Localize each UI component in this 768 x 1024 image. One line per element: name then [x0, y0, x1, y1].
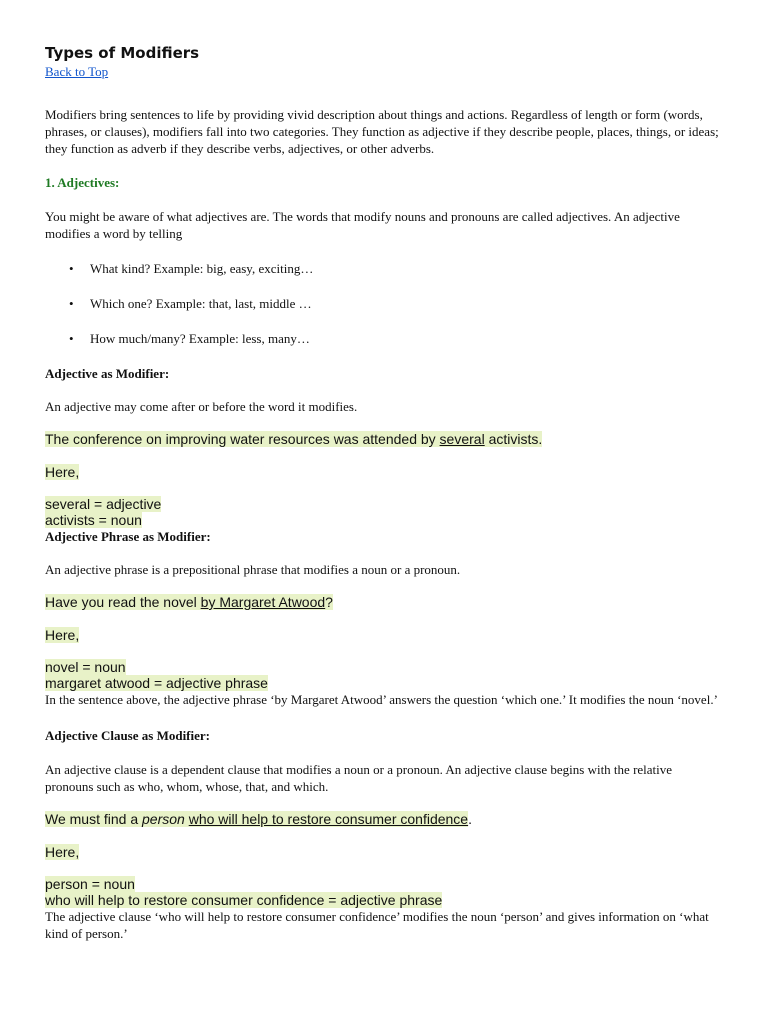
- italic-noun: person: [142, 811, 185, 827]
- here-label: Here,: [45, 464, 80, 480]
- subheading-adjective-phrase: Adjective Phrase as Modifier:: [45, 529, 211, 544]
- adjective-phrase-desc: An adjective phrase is a prepositional phrase that modifies a noun or a pronoun.: [45, 562, 461, 577]
- page-title: Types of Modifiers: [45, 44, 200, 62]
- analysis-line: margaret atwood = adjective phrase: [45, 675, 268, 691]
- list-item: • How much/many? Example: less, many…: [90, 330, 723, 347]
- adjectives-intro: You might be aware of what adjectives are. The words that modify nouns and pronouns are called adjectives. An adjective modifies a word by telling: [45, 209, 680, 241]
- section-heading-adjectives: 1. Adjectives:: [45, 175, 120, 190]
- adjective-clause-desc: An adjective clause is a dependent clause that modifies a noun or a pronoun. An adjective clause begins with the relative pronouns such as who, whom, whose, that, and which.: [45, 762, 673, 794]
- adjective-modifier-desc: An adjective may come after or before the word it modifies.: [45, 399, 358, 414]
- underlined-modifier: several: [439, 431, 485, 447]
- back-to-top-link[interactable]: Back to Top: [45, 64, 109, 79]
- adjective-clause-explanation: The adjective clause ‘who will help to restore consumer confidence’ modifies the noun ‘person’ and gives information on ‘what kind of person.’: [45, 909, 709, 941]
- adjective-phrase-explanation: In the sentence above, the adjective phrase ‘by Margaret Atwood’ answers the question ‘which one.’ It modifies the noun ‘novel.’: [45, 692, 718, 707]
- example-sentence: The conference on improving water resources was attended by several activists.: [45, 431, 543, 447]
- analysis-line: activists = noun: [45, 512, 142, 528]
- example-sentence: We must find a person who will help to restore consumer confidence.: [45, 811, 472, 827]
- subheading-adjective-modifier: Adjective as Modifier:: [45, 366, 170, 381]
- adjective-questions-list: [45, 260, 723, 347]
- example-sentence: Have you read the novel by Margaret Atwood?: [45, 594, 333, 610]
- subheading-adjective-clause: Adjective Clause as Modifier:: [45, 728, 210, 743]
- list-item: • Which one? Example: that, last, middle …: [90, 295, 723, 312]
- intro-paragraph: Modifiers bring sentences to life by providing vivid description about things and actions. Regardless of length or form (words, phrases, or clauses), modifiers fall into two categories. They function as adjective if they describe people, places, things, or ideas; they function as adverb if they describe verbs, adjectives, or other adverbs.: [45, 107, 719, 156]
- analysis-line: novel = noun: [45, 659, 126, 675]
- analysis-line: several = adjective: [45, 496, 162, 512]
- list-item: • What kind? Example: big, easy, exciting…: [90, 260, 723, 277]
- here-label: Here,: [45, 627, 80, 643]
- analysis-line: who will help to restore consumer confidence = adjective phrase: [45, 892, 443, 908]
- analysis-line: person = noun: [45, 876, 135, 892]
- underlined-modifier: who will help to restore consumer confidence: [188, 811, 469, 827]
- underlined-modifier: by Margaret Atwood: [200, 594, 326, 610]
- here-label: Here,: [45, 844, 80, 860]
